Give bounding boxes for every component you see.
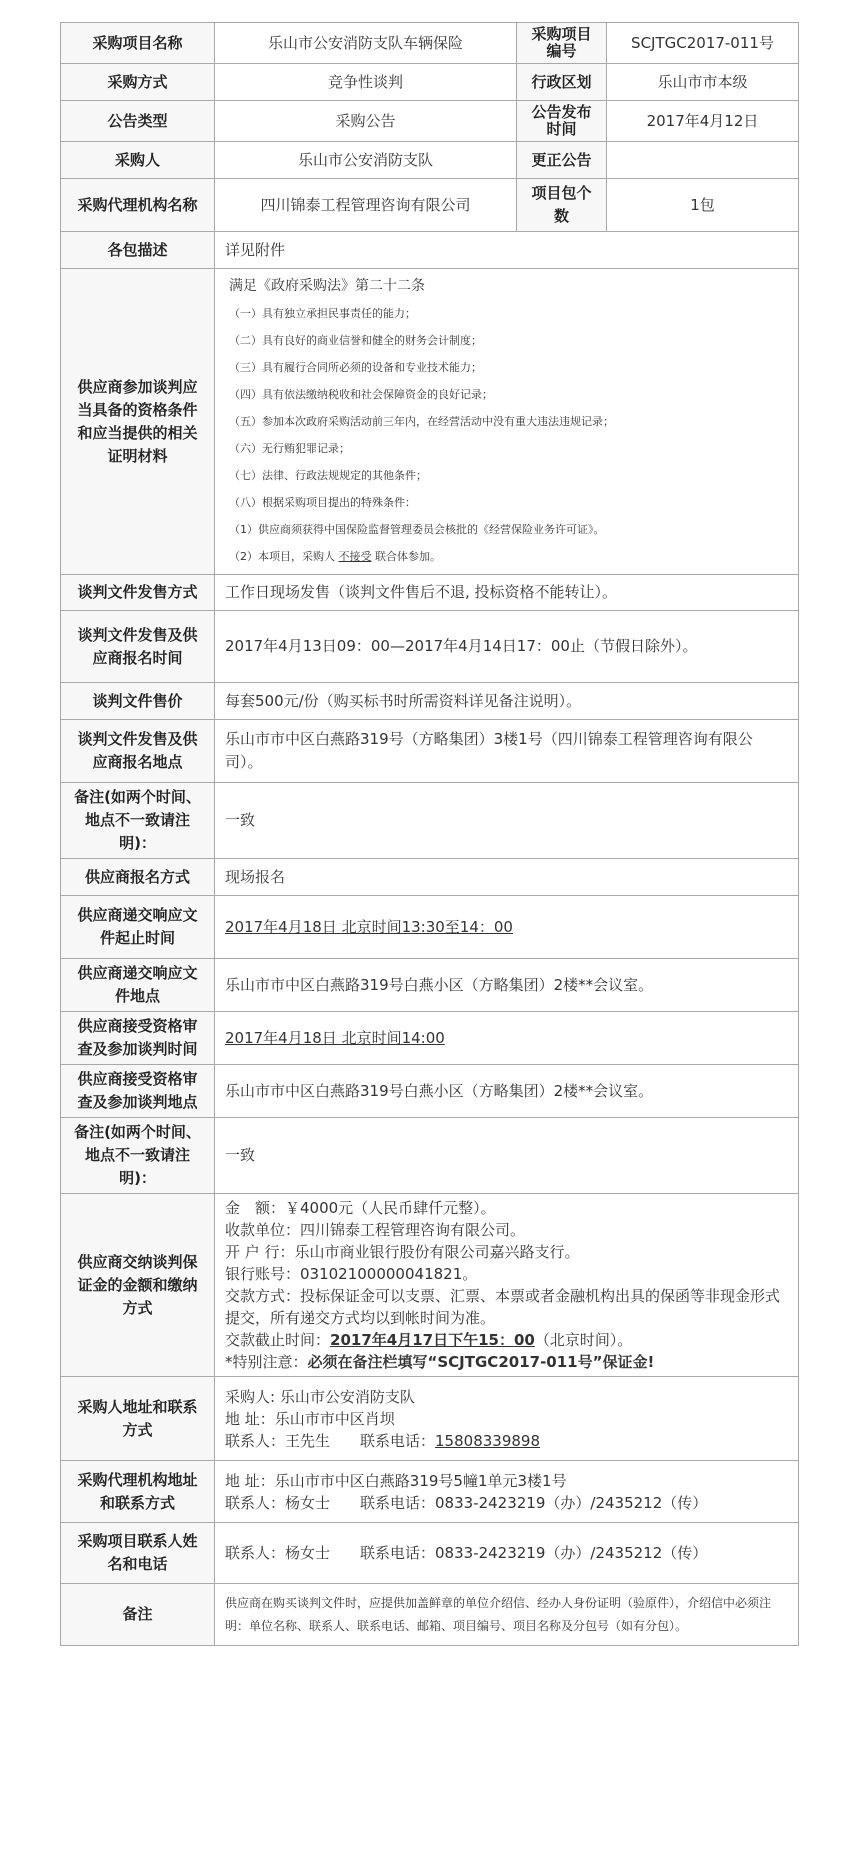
agency-contact-value	[215, 1461, 799, 1523]
row-signup-method	[61, 859, 799, 896]
sale-place-label: 谈判文件发售及供应商报名地点	[61, 720, 215, 783]
project-contact-value: 联系人：杨女士 联系电话：0833-2423219（办）/2435212（传）	[215, 1523, 799, 1584]
method-label: 采购方式	[61, 64, 215, 101]
row-review-place	[61, 1065, 799, 1118]
project-contact-label: 采购项目联系人姓名和电话	[61, 1523, 215, 1584]
remark-1-value: 一致	[215, 783, 799, 859]
publish-time-value: 2017年4月12日	[607, 101, 799, 142]
project-name-label: 采购项目名称	[61, 23, 215, 64]
purchaser-contact-line: 地 址：乐山市市中区肖坝	[225, 1409, 395, 1428]
sale-method-label: 谈判文件发售方式	[61, 575, 215, 611]
purchaser-contact-line: 采购人: 乐山市公安消防支队	[225, 1387, 415, 1406]
purchaser-contact-value	[215, 1377, 799, 1461]
row-notice-type	[61, 101, 799, 142]
note-label: 备注	[61, 1584, 215, 1646]
deposit-deadline-line	[225, 1329, 788, 1351]
deposit-value	[215, 1194, 799, 1377]
sale-time-label: 谈判文件发售及供应商报名时间	[61, 611, 215, 683]
row-submit-time	[61, 896, 799, 959]
qualification-item: （二）具有良好的商业信誉和健全的财务会计制度；	[229, 334, 482, 347]
qualification-value	[215, 269, 799, 575]
deposit-note-line	[225, 1351, 788, 1373]
row-submit-place	[61, 959, 799, 1012]
agency-label: 采购代理机构名称	[61, 179, 215, 232]
note-value	[215, 1584, 799, 1646]
deposit-account: 银行账号：03102100000041821。	[225, 1265, 478, 1283]
review-time-label: 供应商接受资格审查及参加谈判时间	[61, 1012, 215, 1065]
notice-type-label: 公告类型	[61, 101, 215, 142]
package-count-label: 项目包个数	[517, 179, 607, 232]
deposit-note-prefix: *特别注意：	[225, 1353, 308, 1371]
qualification-last-suffix: 联合体参加。	[375, 550, 441, 563]
region-value: 乐山市市本级	[607, 64, 799, 101]
project-name-value: 乐山市公安消防支队车辆保险	[215, 23, 517, 64]
signup-method-value: 现场报名	[215, 859, 799, 896]
purchaser-label: 采购人	[61, 142, 215, 179]
submit-place-label: 供应商递交响应文件地点	[61, 959, 215, 1012]
qualification-intro: 满足《政府采购法》第二十二条	[229, 278, 425, 294]
procurement-info-table	[60, 22, 799, 1646]
agency-contact-line: 地 址：乐山市市中区白燕路319号5幢1单元3楼1号	[225, 1471, 567, 1490]
qualification-item: （三）具有履行合同所必须的设备和专业技术能力；	[229, 361, 482, 374]
region-label: 行政区划	[517, 64, 607, 101]
qualification-item: （一）具有独立承担民事责任的能力；	[229, 307, 416, 320]
purchaser-value: 乐山市公安消防支队	[215, 142, 517, 179]
qualification-item: （六）无行贿犯罪记录；	[229, 442, 350, 455]
package-count-value: 1包	[607, 179, 799, 232]
row-purchaser	[61, 142, 799, 179]
price-label: 谈判文件售价	[61, 683, 215, 720]
method-value: 竞争性谈判	[215, 64, 517, 101]
sale-method-value: 工作日现场发售（谈判文件售后不退, 投标资格不能转让）。	[215, 575, 799, 611]
project-number-label: 采购项目编号	[517, 23, 607, 64]
review-place-label: 供应商接受资格审查及参加谈判地点	[61, 1065, 215, 1118]
correction-notice-value	[607, 142, 799, 179]
sale-time-value: 2017年4月13日09：00—2017年4月14日17：00止（节假日除外）。	[215, 611, 799, 683]
qualification-item: （四）具有依法缴纳税收和社会保障资金的良好记录；	[229, 388, 493, 401]
sale-place-value: 乐山市市中区白燕路319号（方略集团）3楼1号（四川锦泰工程管理咨询有限公司）。	[215, 720, 799, 783]
row-sale-place	[61, 720, 799, 783]
row-project-contact	[61, 1523, 799, 1584]
package-desc-label: 各包描述	[61, 232, 215, 269]
qualification-item: （1）供应商须获得中国保险监督管理委员会核批的《经营保险业务许可证》。	[229, 523, 605, 536]
notice-type-value: 采购公告	[215, 101, 517, 142]
deposit-note: 必须在备注栏填写“SCJTGC2017-011号”保证金!	[307, 1353, 655, 1371]
qualification-item: （八）根据采购项目提出的特殊条件：	[229, 496, 416, 509]
qualification-list	[229, 307, 788, 564]
submit-place-value: 乐山市市中区白燕路319号白燕小区（方略集团）2楼**会议室。	[215, 959, 799, 1012]
row-qualification	[61, 269, 799, 575]
remark-2-label: 备注(如两个时间、地点不一致请注明)：	[61, 1118, 215, 1194]
purchaser-contact-line	[225, 1430, 788, 1452]
deposit-bank: 开 户 行：乐山市商业银行股份有限公司嘉兴路支行。	[225, 1243, 580, 1261]
row-project-name	[61, 23, 799, 64]
correction-notice-label: 更正公告	[517, 142, 607, 179]
agency-contact-label: 采购代理机构地址和联系方式	[61, 1461, 215, 1523]
package-desc-value: 详见附件	[215, 232, 799, 269]
qualification-last-underlined: 不接受	[338, 550, 372, 563]
agency-value: 四川锦泰工程管理咨询有限公司	[215, 179, 517, 232]
deposit-deadline: 2017年4月17日下午15：00	[330, 1331, 535, 1349]
submit-time-label: 供应商递交响应文件起止时间	[61, 896, 215, 959]
row-method	[61, 64, 799, 101]
review-place-value: 乐山市市中区白燕路319号白燕小区（方略集团）2楼**会议室。	[215, 1065, 799, 1118]
row-purchaser-contact	[61, 1377, 799, 1461]
row-deposit	[61, 1194, 799, 1377]
submit-time-value: 2017年4月18日 北京时间13:30至14：00	[215, 896, 799, 959]
qualification-item: （五）参加本次政府采购活动前三年内，在经营活动中没有重大违法违规记录；	[229, 415, 614, 428]
row-price	[61, 683, 799, 720]
deposit-method: 交款方式：投标保证金可以支票、汇票、本票或者金融机构出具的保函等非现金形式提交，所有递交方式均以到帐时间为准。	[225, 1287, 781, 1327]
publish-time-label: 公告发布时间	[517, 101, 607, 142]
deposit-deadline-suffix: （北京时间）。	[534, 1331, 633, 1349]
project-number-value: SCJTGC2017-011号	[607, 23, 799, 64]
row-agency-contact	[61, 1461, 799, 1523]
purchaser-contact-label: 采购人地址和联系方式	[61, 1377, 215, 1461]
signup-method-label: 供应商报名方式	[61, 859, 215, 896]
remark-2-value: 一致	[215, 1118, 799, 1194]
row-package-desc	[61, 232, 799, 269]
purchaser-phone: 15808339898	[435, 1431, 540, 1450]
row-note	[61, 1584, 799, 1646]
note-text: 供应商在购买谈判文件时，应提供加盖鲜章的单位介绍信、经办人身份证明（验原件），介绍信中必须注明：单位名称、联系人、联系电话、邮箱、项目编号、项目名称及分包号（如有分包）。	[225, 1595, 772, 1633]
qualification-item-last	[229, 550, 788, 564]
row-sale-method	[61, 575, 799, 611]
deposit-payee: 收款单位：四川锦泰工程管理咨询有限公司。	[225, 1221, 526, 1239]
price-value: 每套500元/份（购买标书时所需资料详见备注说明）。	[215, 683, 799, 720]
purchaser-contact-person: 联系人：王先生 联系电话：	[225, 1431, 436, 1450]
qualification-last-prefix: （2）本项目，采购人	[229, 550, 335, 563]
deposit-deadline-prefix: 交款截止时间：	[225, 1331, 331, 1349]
row-sale-time	[61, 611, 799, 683]
agency-contact-line: 联系人：杨女士 联系电话：0833-2423219（办）/2435212（传）	[225, 1493, 708, 1512]
deposit-amount: 金 额：￥4000元（人民币肆仟元整）。	[225, 1199, 496, 1217]
row-remark-2	[61, 1118, 799, 1194]
review-time-value: 2017年4月18日 北京时间14:00	[215, 1012, 799, 1065]
remark-1-label: 备注(如两个时间、地点不一致请注明)：	[61, 783, 215, 859]
qualification-item: （七）法律、行政法规规定的其他条件；	[229, 469, 427, 482]
row-review-time	[61, 1012, 799, 1065]
row-agency	[61, 179, 799, 232]
qualification-label: 供应商参加谈判应当具备的资格条件和应当提供的相关证明材料	[61, 269, 215, 575]
deposit-label: 供应商交纳谈判保证金的金额和缴纳方式	[61, 1194, 215, 1377]
row-remark-1	[61, 783, 799, 859]
